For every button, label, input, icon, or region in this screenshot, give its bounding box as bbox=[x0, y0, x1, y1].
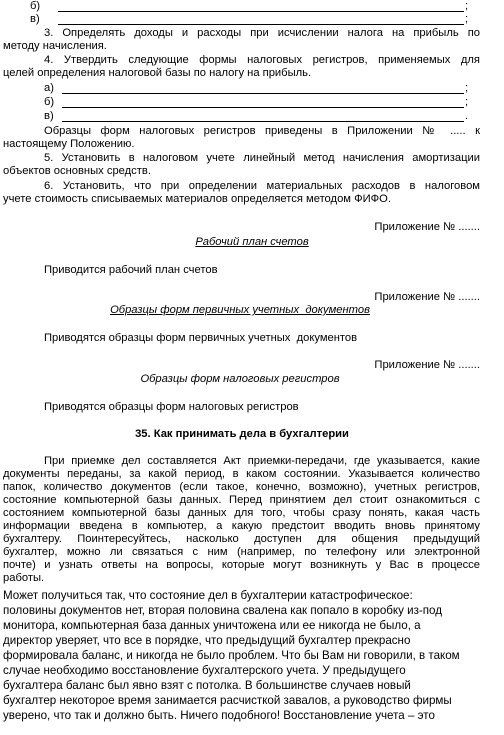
paragraph-line: учете стоимость списываемых материалов определяется методом ФИФО. bbox=[3, 193, 391, 205]
paragraph-line: работы. bbox=[3, 572, 45, 584]
blank-line bbox=[62, 121, 464, 122]
appendix-title: Рабочий план счетов bbox=[195, 236, 309, 248]
list-item-end: ; bbox=[465, 0, 469, 12]
paragraph-line: почте) и узнать ответы на вопросы, которые могут возникнуть у Вас в процессе bbox=[3, 559, 480, 571]
appendix-label: Приложение № ....... bbox=[374, 359, 480, 371]
blank-line bbox=[58, 11, 464, 12]
list-item-end: ; bbox=[465, 82, 469, 94]
blank-line bbox=[62, 93, 464, 94]
paragraph-line: состоянием компьютерной базы данных для того, чтобы сразу понять, какая часть bbox=[3, 507, 480, 519]
list-item-label: б) bbox=[44, 96, 55, 108]
paragraph-line: 5. Установить в налоговом учете линейный метод начисления амортизации bbox=[44, 152, 480, 164]
blank-line bbox=[62, 107, 464, 108]
paragraph-line: бухгалтеру. Поинтересуйтесь, насколько доступен для общения предыдущий bbox=[3, 533, 480, 545]
section-heading: 35. Как принимать дела в бухгалтерии bbox=[135, 428, 349, 440]
list-item-end: ; bbox=[465, 13, 469, 25]
appendix-label: Приложение № ....... bbox=[374, 221, 480, 233]
paragraph-line: документы переданы, за какой период, в каком состоянии. Указывается количество bbox=[3, 468, 480, 480]
paragraph-line: методу начисления. bbox=[3, 40, 107, 52]
appendix-body: Приводится рабочий план счетов bbox=[44, 264, 218, 276]
blank-line bbox=[58, 24, 464, 25]
list-item-label: в) bbox=[30, 13, 40, 25]
paragraph-line: монитора, компьютерная база данных уничтожена или ее никогда не было, а bbox=[3, 619, 421, 632]
list-item-label: в) bbox=[44, 110, 54, 122]
paragraph-line: половины документов нет, вторая половина свалена как попало в коробку из-под bbox=[3, 604, 443, 617]
list-item-label: а) bbox=[44, 82, 54, 94]
paragraph-line: бухгалтер, можно ли связаться с ним (например, по телефону или электронной bbox=[3, 546, 480, 558]
paragraph-line: уверено, что так и должно быть. Ничего подобного! Восстановление учета – это bbox=[3, 709, 435, 722]
paragraph-line: При приемке дел составляется Акт приемки-передачи, где указывается, какие bbox=[44, 455, 480, 467]
paragraph-line: настоящему Положению. bbox=[3, 138, 135, 150]
paragraph-line: состояние компьютерной базы данных. Перед принятием дел стоит ознакомиться с bbox=[3, 494, 480, 506]
paragraph-line: информации введена в компьютер, а какую предстоит вводить вновь принятому bbox=[3, 520, 480, 532]
paragraph-line: Образцы форм налоговых регистров приведены в Приложении № ..... к bbox=[44, 125, 480, 137]
paragraph-line: объектов основных средств. bbox=[3, 165, 151, 177]
appendix-body: Приводятся образцы форм первичных учетных документов bbox=[44, 332, 358, 344]
appendix-label: Приложение № ....... bbox=[374, 291, 480, 303]
paragraph-line: 3. Определять доходы и расходы при исчислении налога на прибыль по bbox=[44, 27, 480, 39]
paragraph-line: бухгалтера баланс был явно взят с потолка. В большинстве случаев новый bbox=[3, 679, 411, 692]
paragraph-line: бухгалтер некоторое время занимается расчисткой завалов, а руководство фирмы bbox=[3, 694, 452, 707]
paragraph-line: формировала баланс, и никогда не было проблем. Что бы Вам ни говорили, в таком bbox=[3, 649, 460, 662]
list-item-end: . bbox=[465, 110, 469, 122]
appendix-title: Образцы форм налоговых регистров bbox=[140, 373, 340, 385]
list-item-label: б) bbox=[30, 0, 41, 12]
appendix-body: Приводятся образцы форм налоговых регистров bbox=[44, 401, 299, 413]
paragraph-line: папок, количество документов (если такое, конечно, возможно), учетных регистров, bbox=[3, 481, 480, 493]
paragraph-line: целей определения налоговой базы по налогу на прибыль. bbox=[3, 67, 312, 79]
appendix-title: Образцы форм первичных учетных документов bbox=[110, 304, 370, 316]
paragraph-line: случае необходимо восстановление бухгалтерского учета. У предыдущего bbox=[3, 664, 406, 677]
paragraph-line: директор уверяет, что все в порядке, что предыдущий бухгалтер прекрасно bbox=[3, 634, 411, 647]
paragraph-line: Может получиться так, что состояние дел в бухгалтерии катастрофическое: bbox=[3, 589, 413, 602]
paragraph-line: 6. Установить, что при определении материальных расходов в налоговом bbox=[44, 180, 480, 192]
paragraph-line: 4. Утвердить следующие формы налоговых регистров, применяемых для bbox=[44, 54, 480, 66]
list-item-end: ; bbox=[465, 96, 469, 108]
